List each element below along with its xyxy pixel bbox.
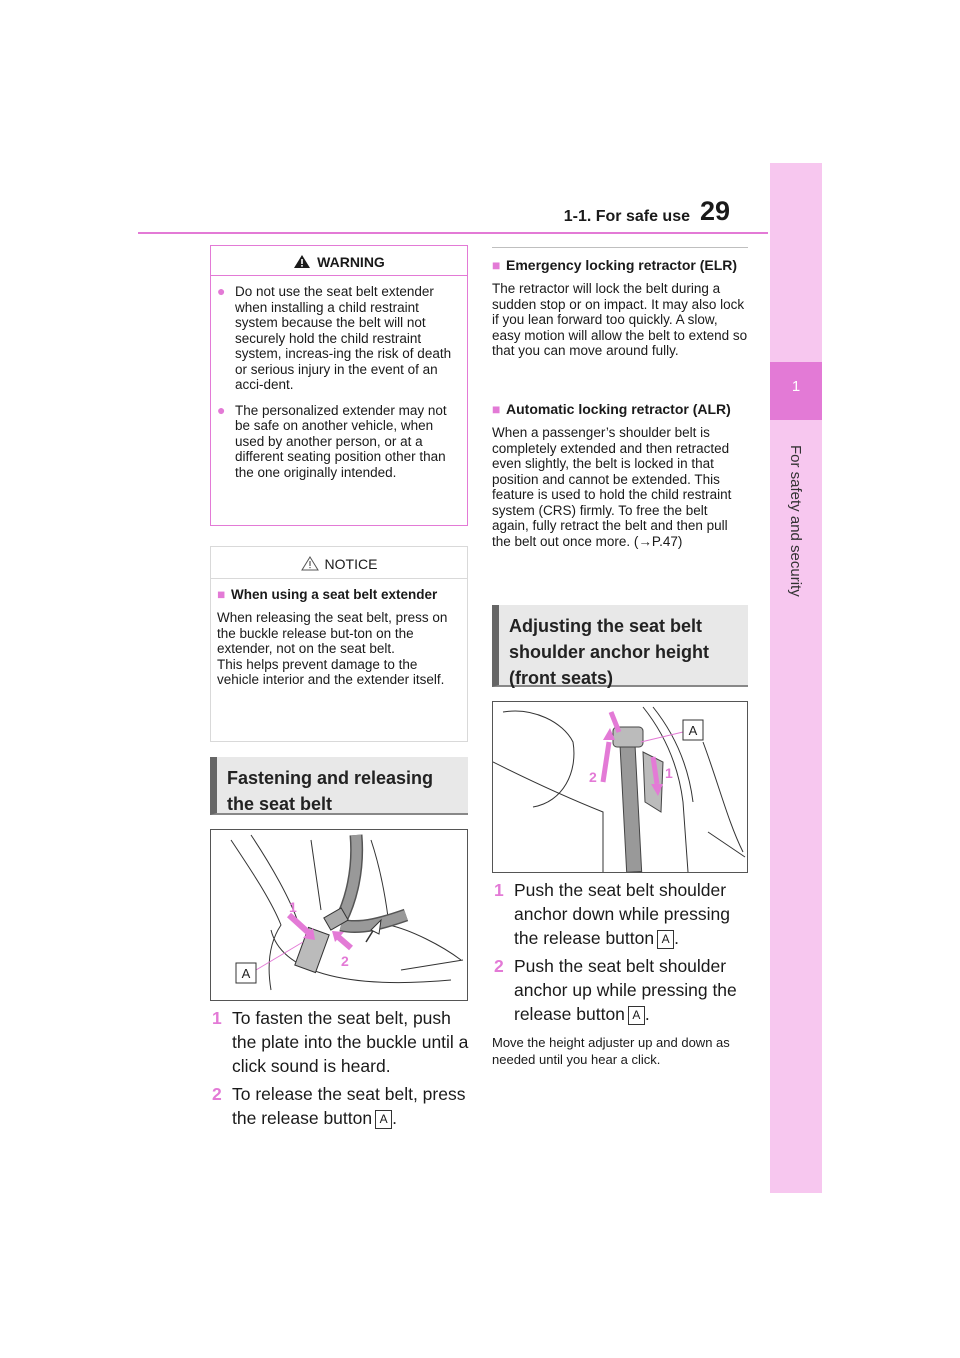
seat-belt-buckle-illustration — [211, 830, 467, 1000]
step-item: 2 To release the seat belt, press the release button A . — [212, 1084, 466, 1128]
section-title: 1-1. For safe use — [563, 208, 690, 225]
header-rule — [138, 232, 768, 234]
adjust-figure — [492, 701, 748, 873]
elr-body: The retractor will lock the belt during a sudden stop or on impact. It may also lock if you lean forward too quickly. A slow, easy motion will allow the belt to extend so that you can move around fully. — [492, 281, 748, 358]
notice-subhead: ■ When using a seat belt extender — [217, 587, 438, 602]
side-tab-background — [770, 163, 822, 1193]
notice-body: This helps prevent damage to the vehicle interior and the extender itself. — [217, 656, 445, 687]
adjust-note: Move the height adjuster up and down as needed until you hear a click. — [492, 1035, 730, 1067]
elr-subhead: ■ Emergency locking retractor (ELR) — [492, 257, 738, 273]
divider — [492, 247, 748, 248]
figure-label-2: 2 — [341, 953, 349, 969]
step-number: 2 — [212, 1084, 222, 1104]
notice-title: NOTICE — [324, 556, 378, 572]
step-item: 2 Push the seat belt shoulder anchor up while pressing the release button A . — [494, 956, 737, 1024]
button-tag-a: A — [628, 1006, 645, 1025]
step-item: 1 To fasten the seat belt, push the plate into the buckle until a click sound is heard. — [212, 1008, 469, 1076]
notice-header — [211, 547, 467, 579]
fasten-figure — [210, 829, 468, 1001]
alr-section — [492, 402, 748, 549]
bullet-icon: ● — [217, 401, 226, 418]
button-tag-a: A — [657, 930, 674, 949]
notice-box — [210, 546, 468, 742]
button-tag-a: A — [375, 1110, 392, 1129]
notice-body: When releasing the seat belt, press on the buckle release but-ton on the extender, not on the seat belt. — [217, 610, 448, 656]
square-bullet-icon: ■ — [492, 257, 501, 273]
warning-header — [211, 246, 467, 276]
page-number: 29 — [700, 196, 731, 226]
step-number: 2 — [494, 956, 504, 976]
figure-label-1: 1 — [665, 765, 673, 781]
side-tab-label: For safety and security — [787, 445, 804, 597]
warning-title: WARNING — [317, 254, 385, 270]
elr-section — [492, 258, 748, 359]
fasten-heading: Fastening and releasing the seat belt — [210, 757, 468, 815]
step-number: 1 — [212, 1008, 222, 1028]
caution-triangle-icon — [301, 556, 319, 571]
figure-label-2: 2 — [589, 769, 597, 785]
square-bullet-icon: ■ — [492, 401, 501, 417]
fasten-steps — [210, 1006, 470, 1130]
step-number: 1 — [494, 880, 504, 900]
bullet-icon: ● — [217, 283, 226, 299]
warning-item: ● The personalized extender may not be safe on another vehicle, when used by another person, or at a different seating position other than the one originally intended. — [217, 401, 447, 480]
alr-body: When a passenger’s shoulder belt is completely extended and then retracted even slightly, the belt is locked in that position and cannot be extended. This feature is used to hold the child restraint system (CRS) firmly. To free the belt again, fully retract the belt and then pull the belt out once more. (→P.47) — [492, 425, 732, 549]
warning-triangle-icon — [293, 254, 311, 269]
warning-box — [210, 245, 468, 526]
side-tab-number: 1 — [791, 378, 801, 395]
figure-label-a: A — [688, 723, 698, 738]
figure-label-1: 1 — [289, 899, 297, 915]
shoulder-anchor-illustration — [493, 702, 747, 872]
figure-label-a: A — [241, 966, 251, 981]
adjust-steps — [492, 878, 754, 1068]
adjust-heading: Adjusting the seat belt shoulder anchor height (front seats) — [492, 605, 748, 687]
warning-item: ● Do not use the seat belt extender when installing a child restraint system because the belt will not securely hold the child restraint system, increas-ing the risk of death or serious injury in the event of an acci-dent. — [217, 283, 452, 392]
alr-subhead: ■ Automatic locking retractor (ALR) — [492, 401, 731, 417]
step-item: 1 Push the seat belt shoulder anchor down while pressing the release button A . — [494, 880, 730, 948]
square-bullet-icon: ■ — [217, 587, 226, 602]
